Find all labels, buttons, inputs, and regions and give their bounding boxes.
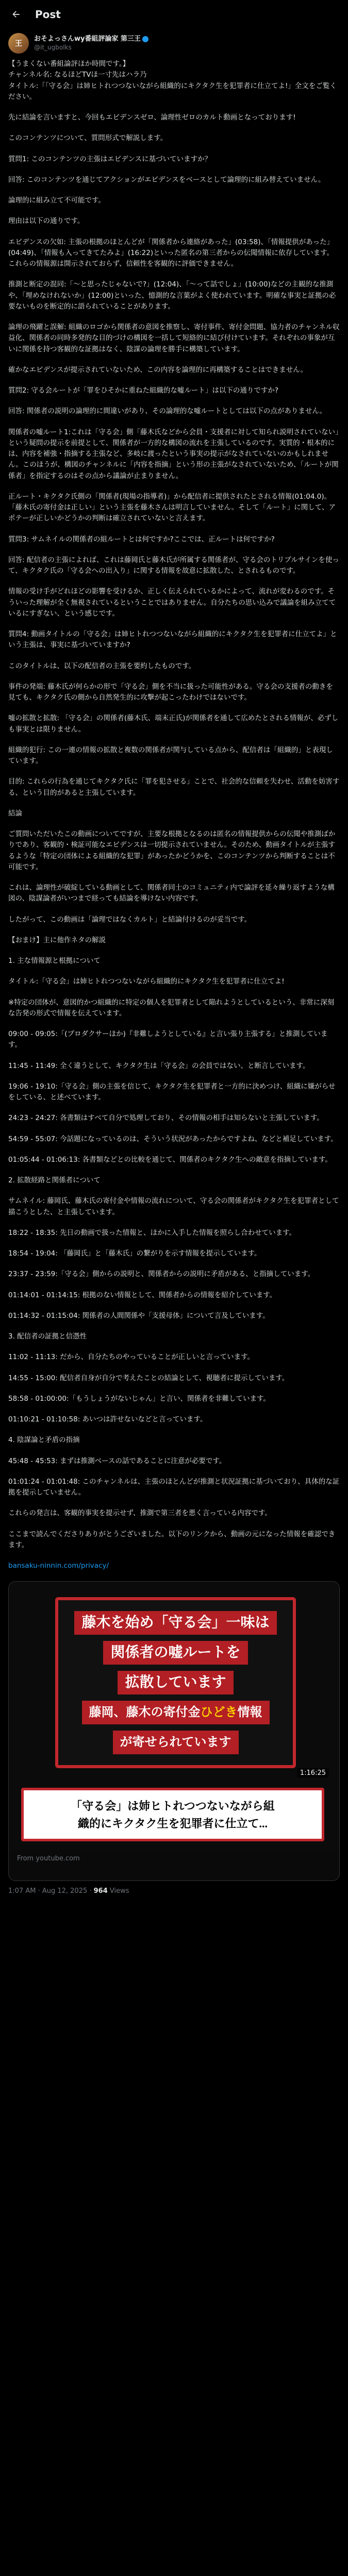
post-paragraph: 組織的犯行: この一連の情報の拡散と複数の関係者が関与している点から、配信者は「組織的」と表現しています。 bbox=[8, 745, 333, 765]
post-paragraph: したがって、この動画は「論理ではなくカルト」と結論付けるのが妥当です。 bbox=[8, 915, 252, 924]
post-paragraph: 18:54 - 19:04: 「藤岡氏」と「藤木氏」の繋がりを示す情報を提示しています。 bbox=[8, 1249, 261, 1258]
avatar[interactable]: 王 bbox=[8, 33, 29, 54]
thumbnail-caption-line-1: 「守る会」は姉ヒトれつつないながら組 bbox=[71, 1800, 275, 1813]
post-paragraph: 2. 拡散経路と関係者について bbox=[8, 1176, 101, 1184]
post-paragraph: 関係者の嘘ルート1:これは「守る会」側「藤木氏などから会員・支援者に対して知られ説明されていない」という疑問の提示を前提として、関係者が一方的な構図の流れを主張しているのです。実質的・根本的には、内容を補強・指摘する主張など、多岐に渡ったという事実の提示がなされていないのかもしれません。このほうが、構図のチャンネルに「内容を指摘」という形の主張がなされていないため、「ルートが関係者」を指定するのはその点から議論が止まりません。 bbox=[8, 428, 339, 480]
post-paragraph: 24:23 - 24:27: 各書類はすべて自分で処理しており、その情報の相手は知らないと主張しています。 bbox=[8, 1114, 324, 1123]
video-thumbnail[interactable] bbox=[9, 1582, 339, 1850]
post-paragraph: 情報の受け手がどれほどの影響を受けるか、正しく伝えられているかによって、流れが変わるのです。そういった理解が全く無視されているということではありません。自分たちの思い込みで議論を組み立てているにすぎない、という感じです。 bbox=[8, 587, 336, 618]
post-paragraph: これらの発言は、客観的事実を提示せず、推測で第三者を悪く言っている内容です。 bbox=[8, 1509, 272, 1518]
post-paragraph: サムネイル: 藤岡氏、藤木氏の寄付金や情報の流れについて、守る会の関係者がキクタク生を犯罪者として描こうとした、と主張しています。 bbox=[8, 1197, 339, 1216]
card-domain[interactable]: From youtube.com bbox=[17, 1855, 80, 1863]
post-paragraph: 01:01:24 - 01:01:48: このチャンネルは、主張のほとんどが推測と状況証拠に基づいており、具体的な証拠を提示していません。 bbox=[8, 1477, 340, 1497]
back-arrow-icon[interactable] bbox=[8, 7, 24, 22]
post-paragraph: 質問1: このコンテンツの主張はエビデンスに基づいていますか？ bbox=[8, 155, 212, 163]
post-paragraph: 正ルート・キクタク氏側の「関係者(現場の指導者)」から配信者に提供されたとされる情報(01:04.0)。「藤木氏の寄付金は正しい」という主張を藤木さんは明言していません。そして「ルート」に関して、アポテーが正しいかどうかの判断は確立されていないと言えます。 bbox=[8, 492, 336, 523]
post-paragraph: 45:48 - 45:53: まずは推測ベースの話であることに注意が必要です。 bbox=[8, 1456, 226, 1465]
thumbnail-line-4b: ひどき bbox=[200, 1706, 238, 1720]
post-paragraph: ここまで読んでくださりありがとうございました。以下のリンクから、動画の元になった情報を確認できます。 bbox=[8, 1530, 336, 1549]
post-paragraph: 論理の飛躍と誤解: 組織のロゴから関係者の意図を推察し、寄付事件、寄付金問題、協力者のチャンネル収益化、関係者の同時多発的な目的づけの構図を一括して短絡的に結び付けています。それぞれの事象が互いに関係を持つ客観的な証拠はなく、陰謀の論理を勝手に構築しています。 bbox=[8, 323, 340, 353]
post-paragraph: 01:14:01 - 01:14:15: 根拠のない情報として、関係者からの情報を紹介しています。 bbox=[8, 1291, 277, 1299]
post-paragraph: 1. 主な情報源と根拠について bbox=[8, 957, 101, 965]
post-paragraph: 質問4: 動画タイトルの「守る会」は姉ヒトれつつないながら組織的にキクタク生を犯罪者に仕立てよ」という主張は、事実に基づいていますか? bbox=[8, 630, 337, 650]
author-row[interactable] bbox=[0, 29, 348, 56]
post-paragraph: 質問2: 守る会ルートが「罪をひそかに重ねた組織的な嘘ルート」は以下の通りですか? bbox=[8, 386, 279, 395]
verified-badge-icon bbox=[142, 36, 148, 42]
post-paragraph: 回答: このコンテンツを通じてアクションがエビデンスをベースとして論理的に組み替えていません。 bbox=[8, 175, 325, 184]
post-paragraph: 論理的に組み立て不可能です。 bbox=[8, 196, 105, 205]
post-paragraph: 推測と断定の混同:「〜と思ったじゃないで?」(12:04)、「〜って話でしょ」(10:00)などの主観的な推測や、「埋めなけれないか」(12:00)といった、憶測的な言葉がよく使われています。明確な事実と証拠の必要ないものを断定的に語られていることがあります。 bbox=[8, 280, 336, 311]
thumbnail-line-4: 藤岡、藤木の寄付金 bbox=[89, 1706, 201, 1720]
views-label: Views bbox=[107, 1887, 129, 1895]
post-paragraph: 回答: 配信者の主張によれば、これは藤岡氏と藤木氏が所属する関係者が、守る会のトリプルサインを使って、キクタク氏の「守る会への出入り」に関する情報を故意に拡散した、とされるものです。 bbox=[8, 555, 339, 575]
video-link-card[interactable] bbox=[8, 1581, 340, 1881]
post-paragraph: 14:55 - 15:00: 配信者自身が自分で考えたことの結論として、視聴者に提示しています。 bbox=[8, 1374, 289, 1382]
post-paragraph: 結論 bbox=[8, 809, 22, 818]
post-paragraph: 58:58 - 01:00:00:「もうしょうがないじゃん」と言い、関係者を非難しています。 bbox=[8, 1394, 270, 1403]
post-paragraph: 理由は以下の通りです。 bbox=[8, 217, 85, 226]
thumbnail-caption-panel bbox=[21, 1788, 324, 1841]
post-paragraph: 54:59 - 55:07: 今話題になっているのは、そういう状況があったからですよね、などと補足しています。 bbox=[8, 1134, 338, 1143]
post-paragraph: 【おまけ】主に他作ネタの解説 bbox=[8, 936, 106, 944]
post-paragraph: 18:22 - 18:35: 先日の動画で扱った情報と、ほかに入手した情報を照らし合わせています。 bbox=[8, 1228, 296, 1237]
post-paragraph: このタイトルは、以下の配信者の主張を要約したものです。 bbox=[8, 662, 196, 670]
post-paragraph: 嘘の拡散と拡散: 「守る会」の関係者(藤木氏、端末正氏)が関係者を通して広めたとされる情報が、必ずしも事実とは限りません。 bbox=[8, 714, 339, 734]
top-bar bbox=[0, 0, 348, 29]
post-body bbox=[0, 56, 348, 1571]
views-count: 964 bbox=[93, 1887, 108, 1895]
author-name[interactable]: おそよっさんwy番組評論家 第三王 bbox=[34, 35, 141, 43]
thumbnail-line-1: 藤木を始め「守る会」一味は bbox=[74, 1611, 276, 1635]
post-paragraph: 4. 陰謀論と矛盾の指摘 bbox=[8, 1436, 80, 1445]
post-meta bbox=[0, 1881, 348, 1901]
page-title: Post bbox=[35, 8, 61, 21]
post-paragraph: 09:00 - 09:05:「(プロダクサーほか)『非難しようとしている』と言い張り主張する」と推測しています。 bbox=[8, 1030, 328, 1049]
post-paragraph: 【うまくない番組論評ほか時間です。】 チャンネル名: なるほどTVほ一寸先はハラ乃 タイトル:「「守る会」は姉ヒトれつつないながら組織的にキクタク生を犯罪者に仕立てよ!」全文をご覧ください。 bbox=[8, 60, 337, 101]
source-link[interactable]: bansaku-ninnin.com/privacy/ bbox=[8, 1562, 109, 1570]
post-paragraph: 目的: これらの行為を通じてキクタク氏に「罪を犯させる」ことで、社会的な信頼を失わせ、活動を妨害する、という目的があると主張しています。 bbox=[8, 777, 340, 797]
post-paragraph: 01:14:32 - 01:15:04: 関係者の人間関係や「支援母体」について言及しています。 bbox=[8, 1311, 270, 1320]
post-paragraph: 3. 配信者の証拠と信憑性 bbox=[8, 1332, 87, 1341]
post-paragraph: ※特定の団体が、意図的かつ組織的に特定の個人を犯罪者として陥れようとしているという、非常に深刻な告発の形式で情報を伝えています。 bbox=[8, 998, 335, 1018]
thumbnail-line-2b: の嘘ルートを bbox=[154, 1645, 241, 1661]
post-paragraph: 回答: 関係者の説明の論理的に間違いがあり、その論理的な嘘ルートとしては以下の点がありません。 bbox=[8, 407, 327, 416]
thumbnail-line-2a: 関係者 bbox=[110, 1645, 154, 1661]
post-timestamp[interactable]: 1:07 AM · Aug 12, 2025 · bbox=[8, 1887, 94, 1895]
post-paragraph: 事件の発端: 藤木氏が何らかの形で「守る会」側を不当に扱った可能性がある。守る会の支援者の動きを見ても、キクタク氏の側から自然発生的に攻撃が起こったわけではないです。 bbox=[8, 682, 333, 702]
post-paragraph: 23:37 - 23:59:「守る会」側からの説明と、関係者からの説明に矛盾がある、と指摘しています。 bbox=[8, 1270, 315, 1279]
thumbnail-line-3: 拡散しています bbox=[118, 1671, 233, 1694]
post-paragraph: 01:10:21 - 01:10:58: あいつは許せないなどと言っています。 bbox=[8, 1415, 207, 1423]
thumbnail-line-5: が寄せられています bbox=[113, 1731, 239, 1754]
author-handle[interactable]: @it_ugbolks bbox=[34, 44, 72, 51]
thumbnail-caption-line-2: 織的にキクタク生を犯罪者に仕立て... bbox=[77, 1817, 268, 1831]
post-paragraph: 11:02 - 11:13: だから、自分たちのやっていることが正しいと言っています。 bbox=[8, 1353, 255, 1362]
post-paragraph: これは、論理性が破綻している動画として、関係者同士のコミュニティ内で論評を延々繰り返すような構図の、陰謀論者がいつまで経っても結論を導けない内容です。 bbox=[8, 884, 335, 903]
post-paragraph: タイトル:「守る会」は姉ヒトれつつないながら組織的にキクタク生を犯罪者に仕立てよ! bbox=[8, 977, 285, 986]
post-paragraph: エビデンスの欠如: 主張の根拠のほとんどが「関係者から連絡があった」(03:58)、「情報提供があった」(04:49)、「情報も入ってきてたみよ」(16:22)といった匿名の第三者からの伝聞情報に依存しています。これらの情報源は開示されておらず、信頼性を客観的に評価できません。 bbox=[8, 238, 334, 268]
post-paragraph: このコンテンツについて、質問形式で解説します。 bbox=[8, 134, 168, 143]
thumbnail-headline-panel bbox=[55, 1597, 296, 1768]
post-paragraph: 先に結論を言いますと、今回もエビデンスゼロ、論理性ゼロのカルト動画となっております! bbox=[8, 113, 296, 122]
post-paragraph: 01:05:44 - 01:06:13: 各書類などとの比較を通じて、関係者のキクタク生への敵意を指摘しています。 bbox=[8, 1155, 332, 1164]
post-paragraph: ご質問いただいたこの動画についてですが、主要な根拠となるのは匿名の情報提供からの伝聞や推測ばかりであり、客観的・検証可能なエビデンスは一切提示されていません。そのため、動画タイトルが主張するような「特定の団体による組織的な犯罪」があったかどうかを、このコンテンツから判断することは不可能です。 bbox=[8, 830, 336, 871]
post-paragraph: 11:45 - 11:49: 全く違うとして、キクタク生は「守る会」の会員ではない、と断言しています。 bbox=[8, 1061, 310, 1070]
thumbnail-line-4c: 情報 bbox=[237, 1706, 262, 1720]
post-paragraph: 確かなエビデンスが提示されていないため、この内容を論理的に再構築することはできません。 bbox=[8, 365, 308, 374]
post-paragraph: 質問3: サムネイルの関係者の組ルートとは何ですか?ここでは、正ルートは何ですか? bbox=[8, 535, 275, 544]
post-paragraph: 19:06 - 19:10:「守る会」側の主張を信じて、キクタク生を犯罪者と一方的に決めつけ、組織に嫌がらせをしている、と述べています。 bbox=[8, 1082, 336, 1101]
video-duration: 1:16:25 bbox=[297, 1768, 329, 1778]
